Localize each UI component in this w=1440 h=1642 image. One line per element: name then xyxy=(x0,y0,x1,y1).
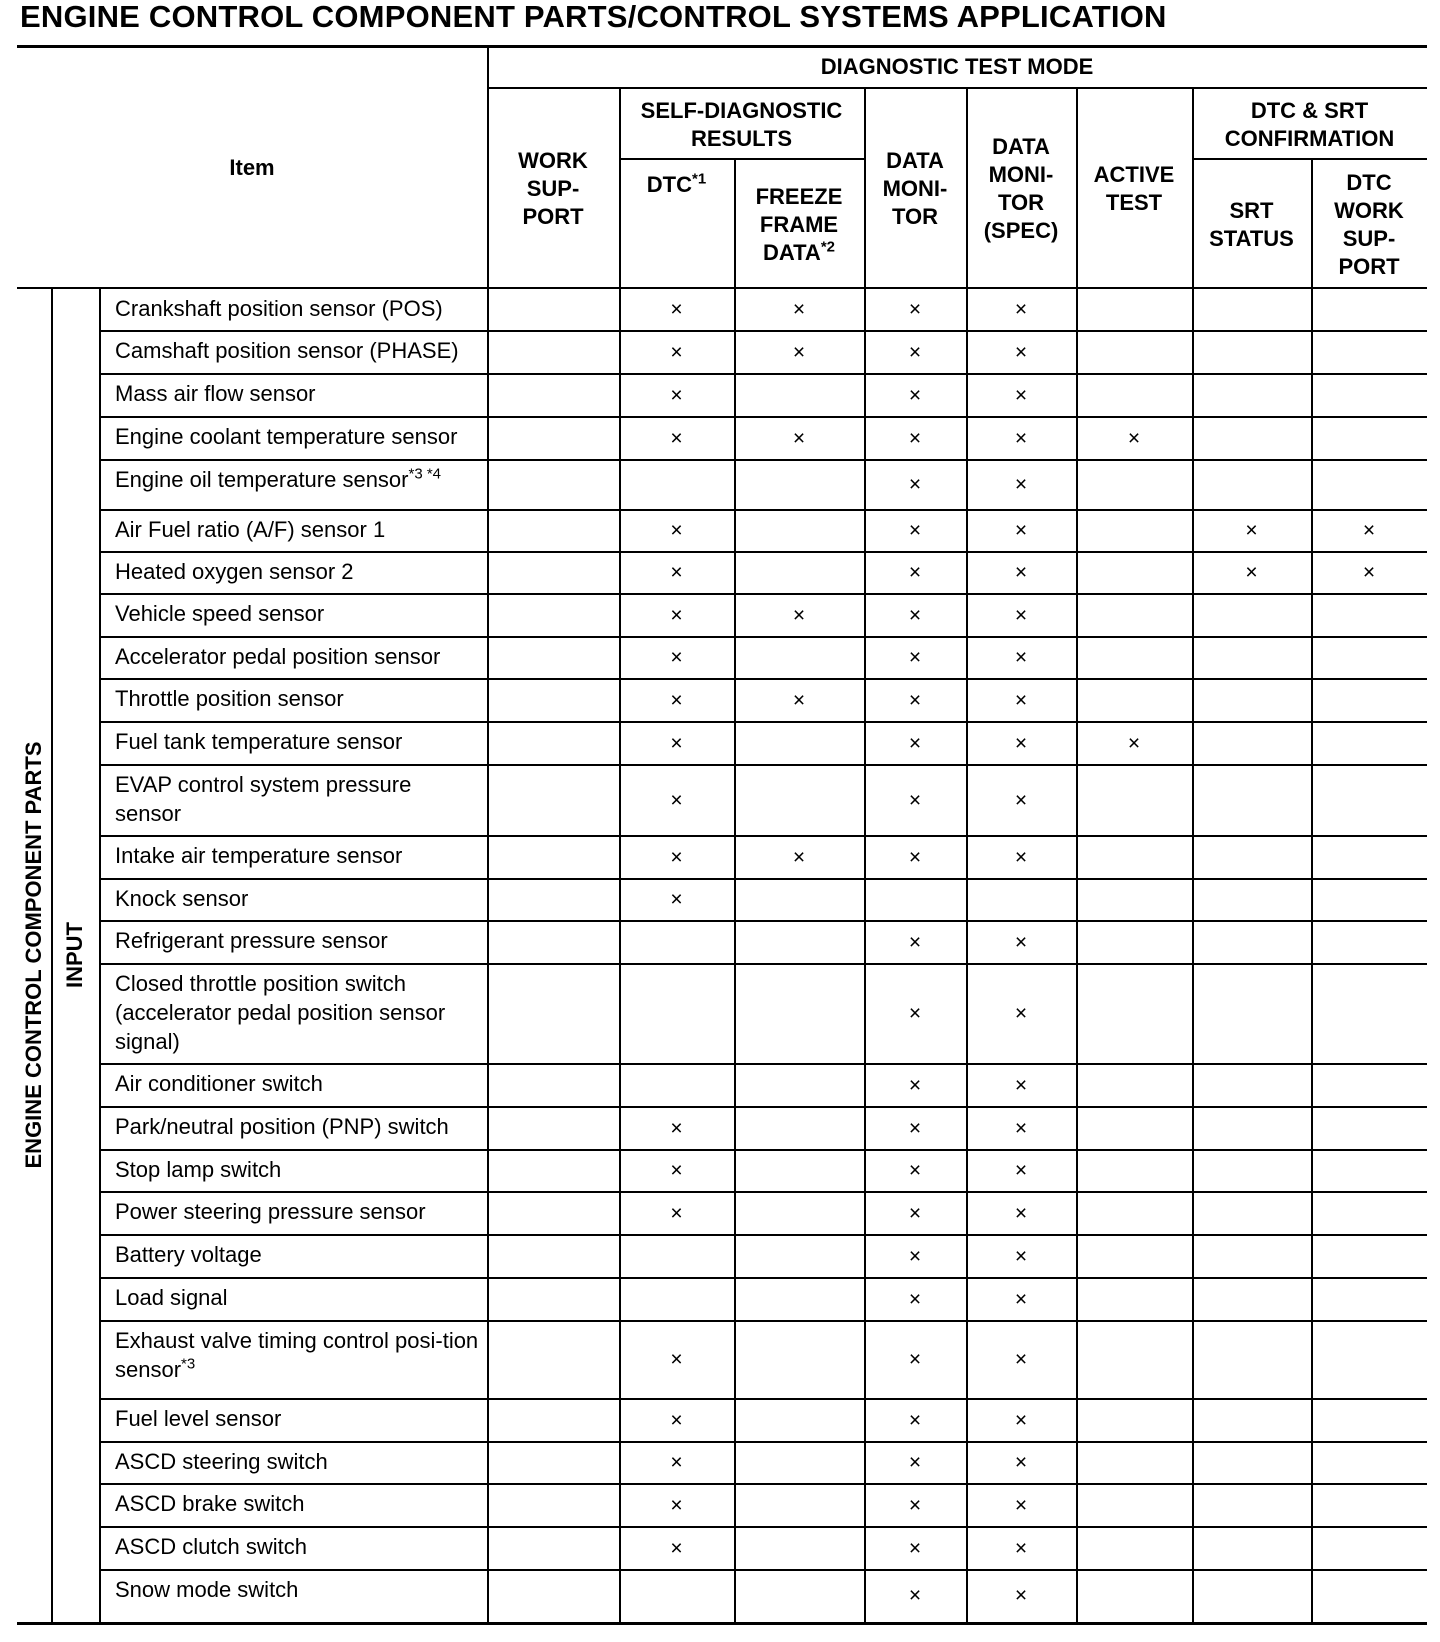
application-mark: × xyxy=(1014,1536,1028,1560)
application-mark: × xyxy=(1014,603,1028,627)
row-rule xyxy=(99,373,1427,375)
row-rule xyxy=(99,459,1427,461)
application-mark: × xyxy=(1014,473,1028,496)
application-mark: × xyxy=(908,1073,922,1097)
application-mark: × xyxy=(1245,561,1258,584)
row-rule xyxy=(99,1191,1427,1193)
row-item-label: Fuel tank temperature sensor xyxy=(115,729,403,754)
row-item-label: Mass air flow sensor xyxy=(115,381,316,406)
row-item-label: Air Fuel ratio (A/F) sensor 1 xyxy=(115,517,386,542)
row-item-label: ASCD steering switch xyxy=(115,1449,328,1474)
application-mark: × xyxy=(908,1002,922,1025)
application-mark: × xyxy=(908,845,922,869)
rule xyxy=(966,87,968,1622)
application-mark: × xyxy=(792,603,806,627)
page-title: ENGINE CONTROL COMPONENT PARTS/CONTROL SYSTEMS APPLICATION xyxy=(20,0,1167,34)
row-rule xyxy=(99,330,1427,332)
application-mark: × xyxy=(1014,1451,1028,1474)
application-mark: × xyxy=(908,1159,922,1182)
application-mark: × xyxy=(1014,1002,1028,1025)
rule xyxy=(51,289,53,1622)
application-mark: × xyxy=(1014,383,1028,407)
row-item-label: Camshaft position sensor (PHASE) xyxy=(115,338,459,363)
rule xyxy=(1311,158,1313,1622)
application-mark: × xyxy=(1014,1159,1028,1182)
application-mark: × xyxy=(670,1116,683,1140)
application-mark: × xyxy=(1127,731,1141,755)
application-mark: × xyxy=(908,1451,922,1474)
application-mark: × xyxy=(1014,731,1028,755)
row-item-label: Knock sensor xyxy=(115,886,249,911)
application-mark: × xyxy=(1014,1244,1028,1268)
application-mark: × xyxy=(908,1116,922,1140)
application-mark: × xyxy=(908,1244,922,1268)
row-rule xyxy=(99,1149,1427,1151)
application-mark: × xyxy=(1014,1116,1028,1140)
header-srt-status: SRT STATUS xyxy=(1209,197,1294,251)
header-dtc: DTC$^{*1}$ xyxy=(646,170,707,197)
row-rule xyxy=(99,1063,1427,1065)
row-rule xyxy=(99,1526,1427,1528)
row-rule xyxy=(99,764,1427,766)
application-mark: × xyxy=(1014,845,1028,869)
row-rule xyxy=(99,593,1427,595)
application-mark: × xyxy=(670,340,683,364)
row-item-label: Closed throttle position switch (accelerator pedal position sensor signal) xyxy=(115,971,446,1054)
application-mark: × xyxy=(908,473,922,496)
header-dtc-srt-confirmation: DTC & SRT CONFIRMATION xyxy=(1224,97,1395,151)
row-item-label: Engine coolant temperature sensor xyxy=(115,424,458,449)
rule xyxy=(1192,158,1427,160)
application-mark: × xyxy=(1014,788,1028,812)
row-rule xyxy=(99,1234,1427,1236)
application-mark: × xyxy=(670,1493,683,1517)
rule xyxy=(99,289,101,1622)
application-mark: × xyxy=(670,731,683,755)
application-mark: × xyxy=(908,1201,922,1225)
group-label: ENGINE CONTROL COMPONENT PARTS xyxy=(21,741,46,1169)
rule xyxy=(487,87,1427,89)
row-item-label: Battery voltage xyxy=(115,1242,262,1267)
row-rule xyxy=(99,509,1427,511)
application-mark: × xyxy=(908,1536,922,1560)
row-rule xyxy=(99,678,1427,680)
rule xyxy=(17,287,1427,289)
application-mark: × xyxy=(670,1408,683,1432)
row-item-label: Fuel level sensor xyxy=(115,1406,282,1431)
application-mark: × xyxy=(670,426,683,450)
application-mark: × xyxy=(792,845,806,869)
row-item-label: Heated oxygen sensor 2 xyxy=(115,559,354,584)
header-freeze-frame: FREEZE FRAME DATA$^{*2}$ xyxy=(755,183,843,265)
application-mark: × xyxy=(908,731,922,755)
row-item-label: Air conditioner switch xyxy=(115,1071,323,1096)
application-mark: × xyxy=(670,561,683,584)
row-rule xyxy=(99,1398,1427,1400)
application-mark: × xyxy=(1014,1348,1028,1371)
application-mark: × xyxy=(670,688,683,712)
bottom-rule xyxy=(17,1622,1427,1625)
header-self-diagnostic-results: SELF-DIAGNOSTIC RESULTS xyxy=(640,97,843,151)
row-item-label: ASCD clutch switch xyxy=(115,1534,307,1559)
row-rule xyxy=(99,1277,1427,1279)
application-mark: × xyxy=(670,383,683,407)
row-item-label: Vehicle speed sensor xyxy=(115,601,325,626)
header-data-monitor: DATA MONI-TOR xyxy=(882,148,948,229)
application-mark: × xyxy=(670,1536,683,1560)
header-diagnostic-test-mode: DIAGNOSTIC TEST MODE xyxy=(820,54,1094,79)
application-mark: × xyxy=(908,561,922,584)
application-mark: × xyxy=(908,1348,922,1371)
application-mark: × xyxy=(1014,340,1028,364)
application-mark: × xyxy=(908,788,922,812)
row-item-label: Throttle position sensor xyxy=(115,686,344,711)
row-rule xyxy=(99,878,1427,880)
application-mark: × xyxy=(908,930,922,954)
row-item-label: EVAP control system pressure sensor xyxy=(115,772,412,826)
header-item: Item xyxy=(229,155,275,180)
header-dtc-work-support: DTC WORK SUP-PORT xyxy=(1334,169,1404,279)
application-mark: × xyxy=(1362,561,1376,584)
application-mark: × xyxy=(1014,1287,1028,1311)
row-rule xyxy=(99,1569,1427,1571)
row-rule xyxy=(99,835,1427,837)
row-rule xyxy=(99,416,1427,418)
row-item-label: Stop lamp switch xyxy=(115,1157,282,1182)
application-mark: × xyxy=(1014,426,1028,450)
application-mark: × xyxy=(908,1408,922,1432)
row-rule xyxy=(99,1483,1427,1485)
header-data-monitor-spec: DATA MONI-TOR (SPEC) xyxy=(983,134,1059,243)
row-rule xyxy=(99,551,1427,553)
application-mark: × xyxy=(1014,1073,1028,1097)
application-mark: × xyxy=(1014,1408,1028,1432)
application-mark: × xyxy=(908,1287,922,1311)
application-mark: × xyxy=(908,646,922,669)
application-mark: × xyxy=(908,383,922,407)
application-mark: × xyxy=(792,298,806,321)
header-active-test: ACTIVE TEST xyxy=(1093,162,1175,215)
application-mark: × xyxy=(670,788,683,812)
rule xyxy=(619,158,864,160)
application-mark: × xyxy=(670,1348,683,1371)
application-mark: × xyxy=(1362,519,1376,542)
application-mark: × xyxy=(670,845,683,869)
application-mark: × xyxy=(670,603,683,627)
row-rule xyxy=(99,1320,1427,1322)
application-mark: × xyxy=(670,1451,683,1474)
rule xyxy=(619,87,621,1622)
application-mark: × xyxy=(1014,561,1028,584)
application-mark: × xyxy=(792,688,806,712)
application-mark: × xyxy=(670,646,683,669)
application-mark: × xyxy=(670,1201,683,1225)
row-item-label: Accelerator pedal position sensor xyxy=(115,644,441,669)
application-mark: × xyxy=(908,603,922,627)
rule xyxy=(1192,87,1194,1622)
application-mark: × xyxy=(792,340,806,364)
application-mark: × xyxy=(670,1159,683,1182)
row-rule xyxy=(99,963,1427,965)
application-mark: × xyxy=(1014,688,1028,712)
row-item-label: Exhaust valve timing control posi-tion sensor$^{*3}$ xyxy=(115,1328,479,1382)
application-mark: × xyxy=(908,298,922,321)
application-mark: × xyxy=(1014,519,1028,542)
application-mark: × xyxy=(1014,1201,1028,1225)
row-rule xyxy=(99,1441,1427,1443)
row-item-label: Park/neutral position (PNP) switch xyxy=(115,1114,449,1139)
application-mark: × xyxy=(908,426,922,450)
application-mark: × xyxy=(792,426,806,450)
application-mark: × xyxy=(1127,426,1141,450)
row-item-label: ASCD brake switch xyxy=(115,1491,305,1516)
application-mark: × xyxy=(908,519,922,542)
row-rule xyxy=(99,721,1427,723)
row-item-label: Snow mode switch xyxy=(115,1577,299,1602)
row-item-label: Engine oil temperature sensor$^{*3 *4}$ xyxy=(115,465,442,492)
application-mark: × xyxy=(670,888,683,911)
application-mark: × xyxy=(908,1493,922,1517)
rule xyxy=(864,87,866,1622)
application-mark: × xyxy=(908,1584,922,1607)
application-mark: × xyxy=(1245,519,1258,542)
row-item-label: Crankshaft position sensor (POS) xyxy=(115,296,443,321)
row-rule xyxy=(99,636,1427,638)
application-mark: × xyxy=(1014,1584,1028,1607)
row-item-label: Refrigerant pressure sensor xyxy=(115,928,388,953)
application-mark: × xyxy=(908,688,922,712)
row-rule xyxy=(99,1106,1427,1108)
application-mark: × xyxy=(1014,930,1028,954)
row-item-label: Intake air temperature sensor xyxy=(115,843,403,868)
application-mark: × xyxy=(670,298,683,321)
application-mark: × xyxy=(1014,646,1028,669)
application-mark: × xyxy=(1014,298,1028,321)
subgroup-label: INPUT xyxy=(62,922,87,988)
header-work-support: WORK SUP-PORT xyxy=(518,148,588,229)
row-item-label: Power steering pressure sensor xyxy=(115,1199,426,1224)
row-rule xyxy=(99,920,1427,922)
application-mark: × xyxy=(670,519,683,542)
row-item-label: Load signal xyxy=(115,1285,228,1310)
rule xyxy=(734,158,736,1622)
rule xyxy=(1076,87,1078,1622)
application-mark: × xyxy=(1014,1493,1028,1517)
application-mark: × xyxy=(908,340,922,364)
